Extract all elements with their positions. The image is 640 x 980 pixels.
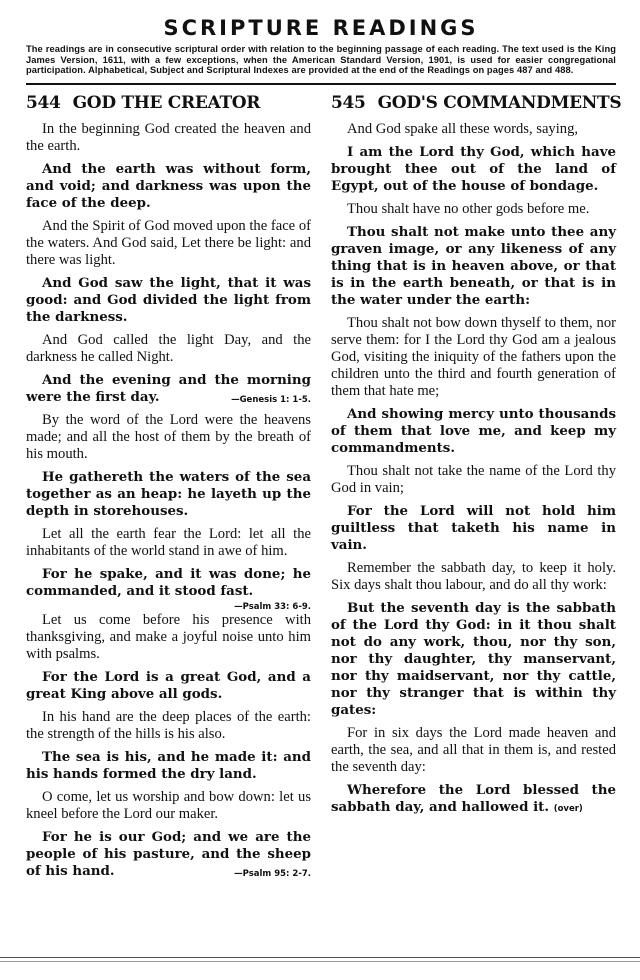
verse-text: For he is our God; and we are the people of his pasture, and the sheep of his hand.: [26, 828, 311, 879]
reading-title: GOD'S COMMANDMENTS: [377, 92, 622, 113]
response-verse: I am the Lord thy God, which have brought thee out of the land of Egypt, out of the house of bondage.: [331, 143, 616, 194]
scripture-reference: —Psalm 33: 6-9.: [234, 601, 311, 612]
leader-verse: Let all the earth fear the Lord: let all the inhabitants of the world stand in awe of him.: [26, 525, 311, 559]
header-divider: [26, 83, 616, 85]
response-verse: [26, 372, 311, 406]
leader-verse: In his hand are the deep places of the earth: the strength of the hills is his also.: [26, 708, 311, 742]
reading-heading: [26, 93, 311, 113]
reading-545: [331, 92, 622, 886]
leader-verse: And God spake all these words, saying,: [347, 120, 579, 137]
response-verse: And showing mercy unto thousands of them that love me, and keep my commandments.: [331, 405, 616, 456]
verse-text: Wherefore the Lord blessed the sabbath day, and hallowed it.: [331, 781, 616, 815]
response-verse: But the seventh day is the sabbath of the Lord thy God: in it thou shalt not do any work, thou, nor thy son, nor thy daughter, thy manservant, nor thy maidservant, nor thy cattle, nor thy stranger that is within thy gates:: [331, 599, 616, 718]
leader-verse: Thou shalt not bow down thyself to them, nor serve them: for I the Lord thy God am a jealous God, visiting the iniquity of the fathers upon the children unto the third and fourth generation of them that hate me;: [331, 314, 616, 399]
page-title: SCRIPTURE READINGS: [163, 16, 479, 40]
reading-title: GOD THE CREATOR: [72, 92, 261, 113]
intro-note: The readings are in consecutive scriptural order with relation to the beginning passage of each reading. The text used is the King James Version, 1611, with a few exceptions, when the American Standard Version, 1901, is used for easier congregational participation. Alphabetical, Subject and Scriptural Indexes are provided at the end of the Readings on pages 487 and 488.: [26, 44, 616, 75]
leader-verse: And God called the light Day, and the darkness he called Night.: [26, 331, 311, 365]
footer-divider: [0, 957, 640, 958]
footer-divider: [0, 961, 640, 962]
reading-number: 544: [26, 92, 61, 113]
leader-verse: By the word of the Lord were the heavens made; and all the host of them by the breath of his mouth.: [26, 411, 311, 462]
leader-verse: Thou shalt not take the name of the Lord thy God in vain;: [331, 462, 616, 496]
response-verse: And God saw the light, that it was good: and God divided the light from the darkness.: [26, 274, 311, 325]
columns: [26, 92, 622, 886]
response-verse: For the Lord is a great God, and a great King above all gods.: [26, 668, 311, 702]
response-verse: He gathereth the waters of the sea together as an heap: he layeth up the depth in storehouses.: [26, 468, 311, 519]
continued-note: (over): [553, 803, 583, 814]
leader-verse: Let us come before his presence with thanksgiving, and make a joyful noise unto him with psalms.: [26, 611, 311, 662]
leader-verse: In the beginning God created the heaven and the earth.: [26, 120, 311, 154]
reading-heading: [331, 92, 622, 113]
leader-verse: Thou shalt have no other gods before me.: [347, 200, 590, 217]
scripture-reference: —Genesis 1: 1-5.: [231, 394, 311, 405]
verse-text: And the evening and the morning were the first day.: [26, 371, 311, 405]
leader-verse: Remember the sabbath day, to keep it holy. Six days shalt thou labour, and do all thy work:: [331, 559, 616, 593]
reading-544: [26, 93, 311, 886]
response-verse: Thou shalt not make unto thee any graven image, or any likeness of any thing that is in heaven above, or that is in the earth beneath, or that is in the water under the earth:: [331, 223, 616, 308]
response-verse: And the earth was without form, and void; and darkness was upon the face of the deep.: [26, 160, 311, 211]
leader-verse: For in six days the Lord made heaven and earth, the sea, and all that in them is, and rested the seventh day:: [331, 724, 616, 775]
leader-verse: O come, let us worship and bow down: let us kneel before the Lord our maker.: [26, 788, 311, 822]
leader-verse: And the Spirit of God moved upon the face of the waters. And God said, Let there be light: and there was light.: [26, 217, 311, 268]
response-verse: For he spake, and it was done; he commanded, and it stood fast.: [26, 565, 311, 599]
reading-number: 545: [331, 92, 366, 113]
response-verse: [26, 829, 311, 880]
response-verse: [331, 782, 616, 818]
scripture-reference: —Psalm 95: 2-7.: [234, 868, 311, 879]
response-verse: For the Lord will not hold him guiltless that taketh his name in vain.: [331, 502, 616, 553]
response-verse: The sea is his, and he made it: and his hands formed the dry land.: [26, 748, 311, 782]
